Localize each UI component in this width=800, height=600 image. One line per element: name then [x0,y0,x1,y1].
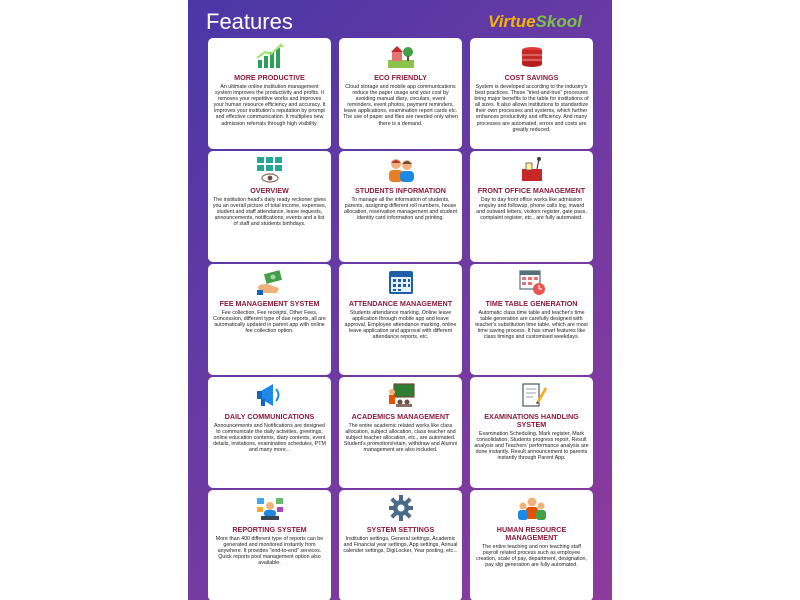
feature-card [470,151,593,262]
feature-title: COST SAVINGS [504,73,559,82]
feature-description: Day to day front office works like admission enquiry and followup, phone calls log, inward and outward letters, visitors register, gate pass, complaint register, etc., are fully automated. [476,197,587,222]
feature-description: The entire teaching and non teaching staff payroll related process such as employee creation, scale of pay, department, designation, pay slip generation are fully automated. [476,544,587,569]
dashboard-eye-icon [255,155,285,183]
feature-card [470,490,593,600]
feature-card [339,264,462,375]
feature-description: Cloud storage and mobile app communications reduce the paper usage and your cost by avoiding manual diary, circulars, event reminders, event photos, payment reminders, leave applications, examination report cards etc. The use of paper and files are needed only when there is a demand. [343,84,458,127]
feature-card [208,151,331,262]
feature-description: Examination Scheduling, Mark register, Mark consolidation, Students progress report, Result analysis and Teachers' performance analysis are done instantly. Result announcement to parents instantly through Parent App. [474,431,589,462]
megaphone-icon [255,381,285,409]
calendar-icon [386,268,416,296]
feature-card [208,38,331,149]
feature-card [208,490,331,600]
feature-description: Fee collection, Fee receipts, Other Fees, Concession, different type of due reports, all are automatically updated in parent app with online fee collection option. [213,310,326,335]
reports-icon [255,494,285,522]
feature-card [208,377,331,488]
feature-card [470,264,593,375]
feature-title: STUDENTS INFORMATION [355,186,446,195]
feature-title: HUMAN RESOURCE MANAGEMENT [496,525,567,542]
growth-chart-icon [255,42,285,70]
team-icon [517,494,547,522]
feature-title: EXAMINATIONS HANDLING SYSTEM [484,412,579,429]
feature-card [470,377,593,488]
feature-title: ATTENDANCE MANAGEMENT [348,299,453,308]
feature-description: The institution head's daily ready reckoner gives you an overall picture of total income, expenses, student and staff attendance, leave requests, announcements, notifications, events and a list of staff and students birthdays. [212,197,327,228]
feature-card [208,264,331,375]
feature-description: Institution settings, General settings, Academic and Financial year settings, App settings, Annual calender settings, DigiLocker, Year posting, etc... [343,536,458,555]
feature-description: An ultimate online institution management system improves the productivity and profits. It removes your repetitive works and improves your human resource efficiency and accuracy. It improves your institution's reputation by prompt and effective communication. It multiplies new admission referrals through high visibility. [213,84,326,127]
fee-icon [255,268,285,296]
feature-description: More than 400 different type of reports can be generated and monitored instantly from anywhere. It provides "end-to-end" services. Quick reports pool management option also available. [215,536,324,567]
feature-card [339,377,462,488]
feature-card [470,38,593,149]
logo-word-skool: Skool [535,12,582,31]
feature-title: DAILY COMMUNICATIONS [224,412,315,421]
virtueskool-logo [488,12,600,34]
feature-title: ACADEMICS MANAGEMENT [351,412,450,421]
features-poster [188,0,612,600]
feature-title: TIME TABLE GENERATION [485,299,578,308]
feature-description: Automatic class time table and teacher's time table generation are carefully designed with teacher's substitution time table, which are most time saving process. It has smart features like class timings and customised weekdays. [475,310,588,341]
feature-card [339,38,462,149]
feature-description: The entire academic related works like class allocation, subject allocation, class teacher and subject teacher allocation, etc., are automated. Student's promotion/retain, withdraw and Alumni management are also included. [343,423,458,454]
feature-title: ECO FRIENDLY [374,73,427,82]
feature-description: System is developed according to the industry's best practices. These "tried-and-true" processes bring major benefits to the table for institutions of all sizes. It also allows institutions to standardize their own processes and systems, which further enhances productivity and efficiency. And many processes are automated, errors and costs are greatly reduced. [474,84,589,133]
feature-description: Students attendance marking, Online leave application through mobile app and leave approval, Employee attendance marking, online leave application and approval with different attendance reports, etc. [344,310,457,341]
timetable-icon [517,268,547,296]
classroom-icon [386,381,416,409]
exam-icon [517,381,547,409]
feature-description: To manage all the information of students, parents, assigning different roll numbers, house allocation, reservation management and student identity card information and printing. [343,197,458,222]
feature-description: Announcements and Notifications are designed to communicate the daily activities, greetings, online education contents, diary contents, event details, invitations, examination schedules, PTM and many more... [213,423,326,454]
logo-word-virtue: Virtue [488,12,536,31]
feature-title: MORE PRODUCTIVE [234,73,305,82]
feature-title: REPORTING SYSTEM [232,525,307,534]
eco-icon [386,42,416,70]
feature-title: OVERVIEW [250,186,289,195]
gear-icon [386,494,416,522]
feature-title: SYSTEM SETTINGS [366,525,435,534]
feature-card [339,490,462,600]
feature-title: FEE MANAGEMENT SYSTEM [219,299,320,308]
front-office-icon [517,155,547,183]
students-icon [386,155,416,183]
feature-card [339,151,462,262]
coin-stack-icon [517,42,547,70]
page-title: Features [206,9,293,34]
feature-title: FRONT OFFICE MANAGEMENT [477,186,586,195]
